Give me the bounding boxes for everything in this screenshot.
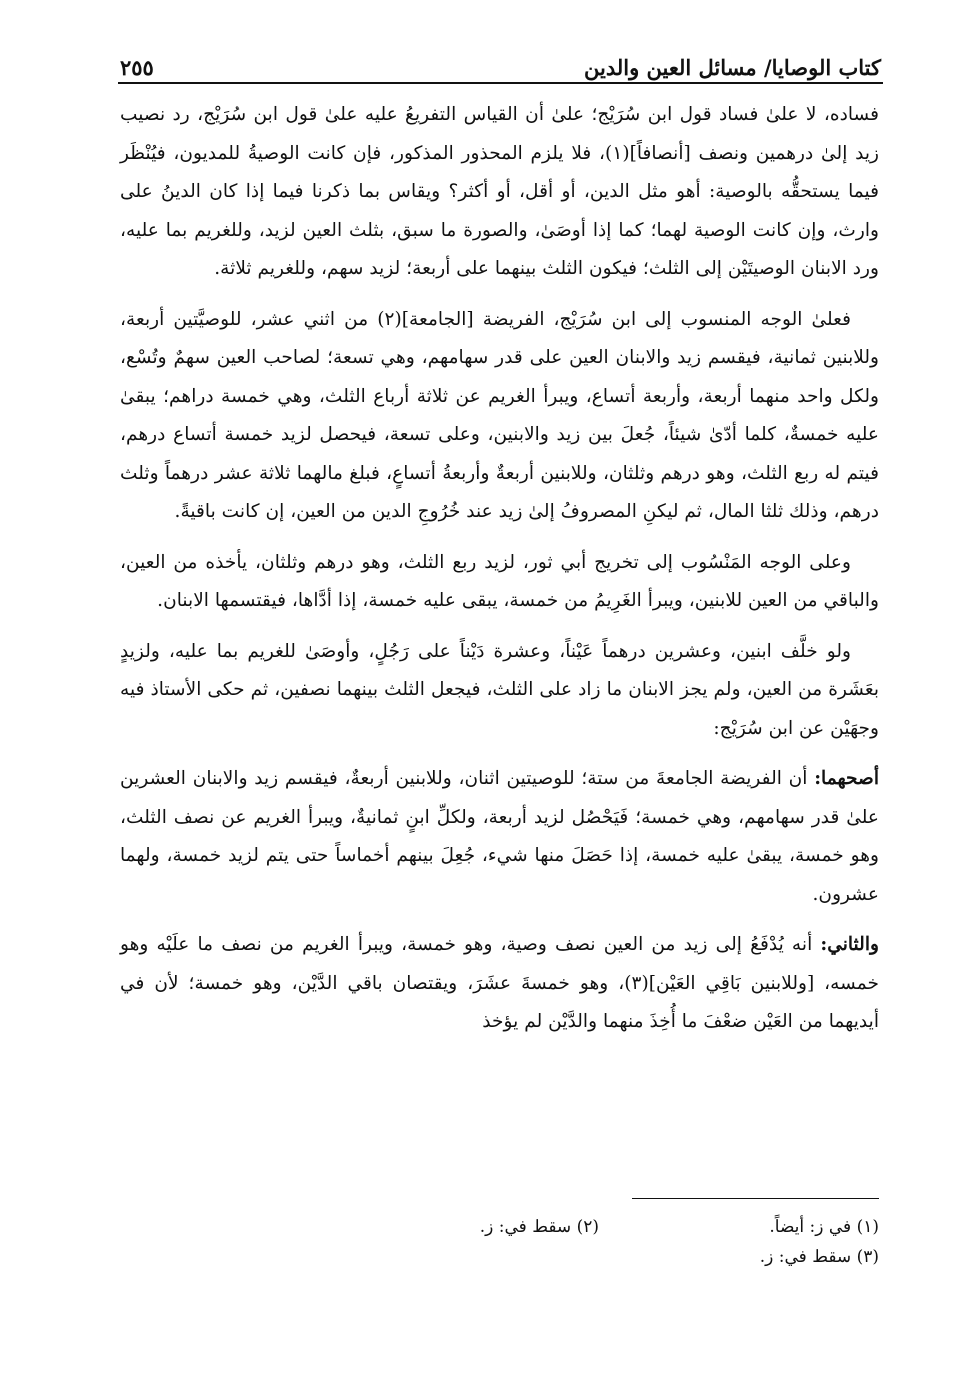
method-second: [120, 926, 879, 1042]
footnote-row: [120, 1242, 879, 1272]
method-first: [120, 760, 879, 914]
method-second-label: والثاني:: [820, 934, 879, 955]
footnote: (١) في ز: أيضاً.: [769, 1217, 879, 1237]
footnote: (٣) سقط في: ز.: [759, 1247, 879, 1267]
header-title: كتاب الوصايا/ مسائل العين والدين: [583, 55, 881, 80]
method-first-text: أن الفريضة الجامعةَ من ستة؛ للوصيتين اثنان، وللابنين أربعةٌ، فيقسم زيد والابنان العشرين علىٰ قدر سهامهم، وهي خمسة؛ فَيَحْصُل لزيد أربعة، ولكلِّ ابنٍ ثمانيةٌ، ويبرأ الغريم عن نصف الثلث، وهو خمسة، يبقىٰ عليه خمسة، إذا حَصَلَ منها شيء، جُعِلَ بينهم أخماساً حتى يتم لزيد خمسة، ولهما عشرون.: [120, 768, 879, 905]
paragraph: فساده، لا علىٰ فساد قول ابن سُرَيْج؛ علىٰ أن القياس التفريعُ عليه علىٰ قول ابن سُرَيْج، رد نصيب زيد إلىٰ درهمين ونصف [أنصافاً](١)، فلا يلزم المحذور المذكور، فإن كانت الوصيةُ للمديون، فيُنْظَر فيما يستحقُّه بالوصية: أهو مثل الدين، أو أقل، أو أكثر؟ ويقاس بما ذكرنا فيما إذا كان الدينُ على وارث، وإن كانت الوصية لهما؛ كما إذا أوصَىٰ، والصورة ما سبق، بثلث العين لزيد، وللغريم بما عليه، ورد الابنان الوصيتَيْن إلى الثلث؛ فيكون الثلث بينهما على أربعة؛ لزيد سهم، وللغريم ثلاثة.: [120, 104, 880, 279]
paragraph: وعلى الوجه المَنْسُوب إلى تخريج أبي ثور، لزيد ربع الثلث، وهو درهم وثلثان، يأخذه من العين، والباقي من العين للابنين، ويبرأ الغَرِيمُ من خمسة، يبقى عليه خمسة، إذا أدَّاها، فيقتسمها الابنان.: [120, 551, 879, 611]
header-divider: [118, 82, 883, 84]
footnote-row: [120, 1212, 879, 1242]
footnote: (٢) سقط في: ز.: [479, 1217, 599, 1237]
footnote-divider: [632, 1198, 879, 1199]
footnotes: [120, 1212, 879, 1272]
running-header: [120, 36, 881, 80]
page-number: ٢٥٥: [120, 55, 154, 80]
paragraph: فعلىٰ الوجه المنسوب إلى ابن سُرَيْج، الفريضة [الجامعة](٢) من اثني عشر، للوصيَّتين أربعة، وللابنين ثمانية، فيقسم زيد والابنان العين على قدر سهامهم، وهي تسعة؛ لصاحب العين سهمٌ وتُسْع، ولكل واحد منهما أربعة، وأربعة أتساع، ويبرأ الغريم عن ثلاثة أرباع الثلث، وهي خمسة دراهم؛ يبقىٰ عليه خمسةٌ، كلما أدّىٰ شيئاً، جُعلَ بين زيد والابنين، وعلى تسعة، فيحصل لزيد خمسة أتساع درهم، فيتم له ربع الثلث، وهو درهم وثلثان، وللابنين أربعةٌ وأربعةُ أتساعٍ، فبلغ مالهما ثلاثة عشر درهماً وثلث درهم، وذلك ثلثا المال، ثم ليكنِ المصروفُ إلىٰ زيد عند خُرُوجِ الدين من العين، إن كانت باقيةً.: [120, 308, 879, 522]
method-second-text: أنه يُدْفَعُ إلى زيد من العين نصف وصية، وهو خمسة، ويبرأ الغريم من نصف ما علَيْه وهو خمسه، [وللابنين بَاقِي العَيْن](٣)، وهو خمسةَ عشَرَ، ويقتصان باقي الدَّيْن، وهو خمسة؛ لأن في أيديهما من العَيْن ضعْفَ ما أُخِذَ منهما والدَّيْن لم يؤخذ: [120, 934, 879, 1032]
main-text: [120, 96, 879, 1054]
method-first-label: أصحهما:: [814, 768, 879, 789]
paragraph: ولو خلَّف ابنين، وعشرين درهماً عَيْناً، وعشرة دَيْناً على رَجُلٍ، وأوصَىٰ للغريم بما عليه، ولزيدٍ بعَشَرة من العين، ولم يجز الابنان ما زاد على الثلث، فيجعل الثلث بينهما نصفين، ثم حكى الأستاذ فيه وجهَيْن عن ابن سُرَيْج:: [120, 640, 879, 739]
